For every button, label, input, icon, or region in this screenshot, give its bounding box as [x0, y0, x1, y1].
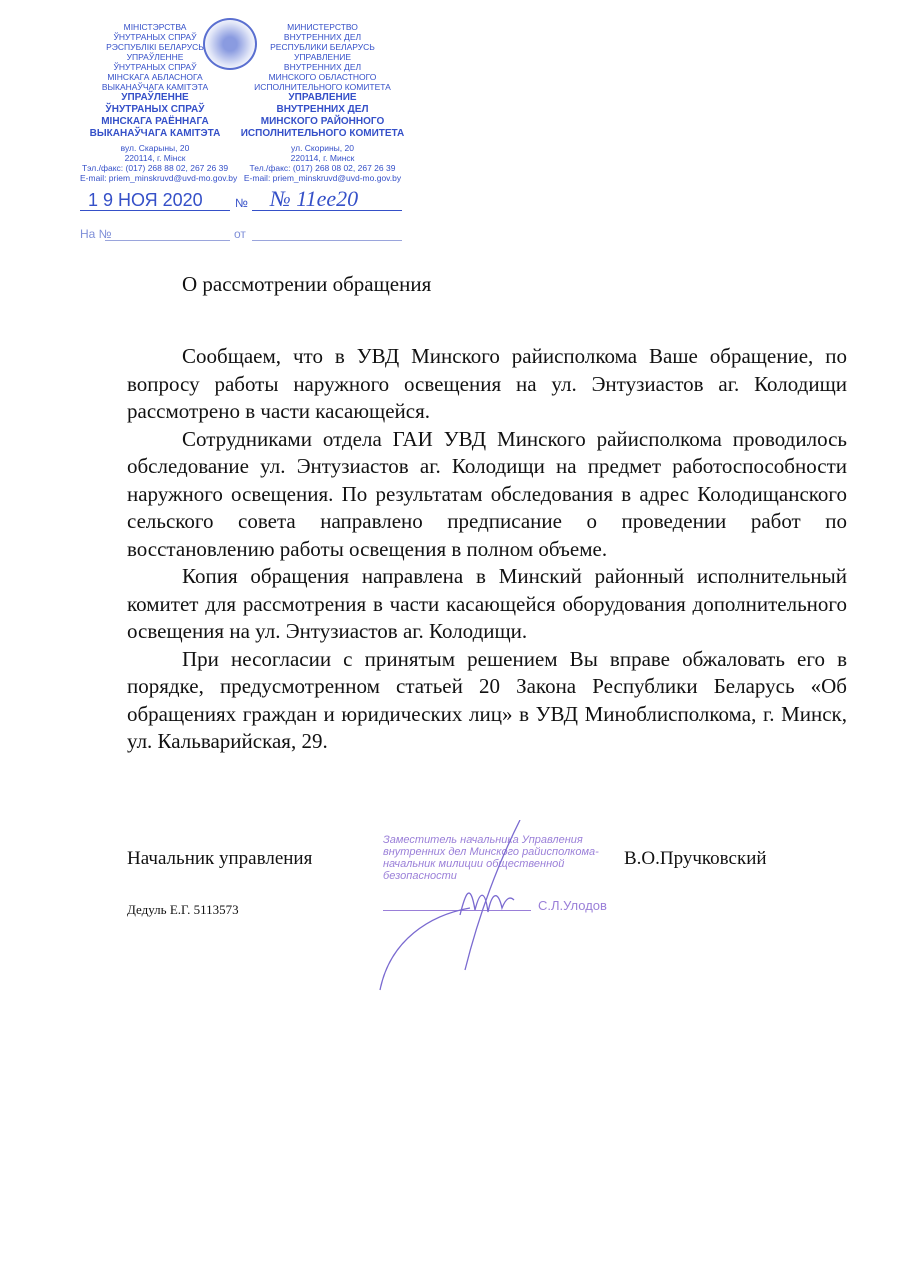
letterhead-email: E-mail: priem_minskruvd@uvd-mo.gov.by: [80, 173, 238, 183]
letterhead-line: ВНУТРЕННИХ ДЕЛ: [283, 32, 362, 42]
body-paragraph: Сообщаем, что в УВД Минского райисполкома Ваше обращение, по вопросу работы наружного освещения на ул. Энтузиастов аг. Колодищи рассмотрено в части касающейся.: [127, 344, 847, 423]
signatory-name: В.О.Пручковский: [624, 848, 767, 869]
left-letterhead: [80, 22, 238, 183]
letterhead-email: E-mail: priem_minskruvd@uvd-mo.gov.by: [243, 173, 402, 183]
ref-line: [105, 240, 230, 241]
letterhead-line: ВНУТРЕННИХ ДЕЛ: [276, 104, 369, 115]
body-paragraph: Копия обращения направлена в Минский районный исполнительный комитет для рассмотрения в части касающейся оборудования дополнительного освещения на ул. Энтузиастов аг. Колодищи.: [127, 564, 847, 643]
letterhead-line: УПРАВЛЕНИЕ: [288, 92, 357, 103]
letterhead-phone: Тел./факс: (017) 268 08 02, 267 26 39: [249, 163, 396, 173]
letterhead-line: ЎНУТРАНЫХ СПРАЎ: [105, 104, 205, 115]
deputy-stamp-line: безопасности: [383, 870, 457, 882]
letterhead-line: ВНУТРЕННИХ ДЕЛ: [283, 62, 362, 72]
letterhead-address: ул. Скорины, 20: [291, 143, 354, 153]
letterhead-line: УПРАЎЛЕННЕ: [121, 92, 189, 103]
letterhead-line: ИСПОЛНИТЕЛЬНОГО КОМИТЕТА: [254, 82, 391, 92]
deputy-stamp-line: начальник милиции общественной: [383, 858, 565, 870]
ref-label: На №: [80, 227, 112, 241]
body-paragraph: Сотрудниками отдела ГАИ УВД Минского райисполкома проводилось обследование ул. Энтузиастов аг. Колодищи на предмет работоспособности наружного освещения. По результатам обследования в адрес Колодищанского сельского совета направлено предписание о проведении работ по восстановлению работы освещения в полном объеме.: [127, 426, 847, 561]
letterhead-address: 220114, г. Минск: [290, 153, 355, 163]
letterhead-line: МІНСКАГА РАЁННАГА: [101, 116, 209, 127]
letter-subject: О рассмотрении обращения: [182, 272, 432, 296]
letterhead-line: РЕСПУБЛИКИ БЕЛАРУСЬ: [270, 42, 375, 52]
letterhead-line: МИНСКОГО ОБЛАСТНОГО: [268, 72, 377, 82]
handwritten-number: № 11ее20: [270, 186, 359, 211]
date-stamp: 1 9 НОЯ 2020: [88, 190, 203, 210]
letterhead-line: УПРАЎЛЕННЕ: [126, 52, 184, 62]
letterhead-line: ВЫКАНАЎЧАГА КАМІТЭТА: [101, 82, 209, 92]
letterhead-line: МІНІСТЭРСТВА: [123, 22, 187, 32]
letter-body: [127, 343, 847, 756]
deputy-stamp-line: внутренних дел Минского райисполкома-: [383, 846, 599, 858]
handwritten-signature: [370, 820, 570, 1000]
letterhead-address: вул. Скарыны, 20: [120, 143, 190, 153]
letterhead-line: ИСПОЛНИТЕЛЬНОГО КОМИТЕТА: [240, 128, 405, 139]
letterhead-phone: Тэл./факс: (017) 268 88 02, 267 26 39: [81, 163, 229, 173]
from-label: от: [234, 227, 246, 241]
deputy-name: С.Л.Улодов: [538, 898, 607, 913]
deputy-stamp-line: Заместитель начальника Управления: [383, 834, 583, 846]
letterhead-line: УПРАВЛЕНИЕ: [293, 52, 352, 62]
number-label: №: [235, 196, 248, 210]
signatory-position: Начальник управления: [127, 848, 313, 869]
letterhead-line: ВЫКАНАЎЧАГА КАМІТЭТА: [89, 128, 221, 139]
letterhead-address: 220114, г. Мінск: [124, 153, 186, 163]
letterhead-line: МІНСКАГА АБЛАСНОГА: [107, 72, 203, 82]
right-letterhead: [240, 22, 405, 183]
letterhead-line: МИНИСТЕРСТВО: [287, 22, 358, 32]
body-paragraph: При несогласии с принятым решением Вы вправе обжаловать его в порядке, предусмотренном статьей 20 Закона Республики Беларусь «Об обращениях граждан и юридических лиц» в УВД Миноблисполкома, г. Минск, ул. Кальварийская, 29.: [127, 646, 847, 753]
from-line: [252, 240, 402, 241]
letterhead-line: МИНСКОГО РАЙОННОГО: [260, 116, 385, 127]
letterhead-line: ЎНУТРАНЫХ СПРАЎ: [113, 62, 197, 72]
letterhead-line: РЭСПУБЛІКІ БЕЛАРУСЬ: [106, 42, 204, 52]
letterhead-line: ЎНУТРАНЫХ СПРАЎ: [113, 32, 197, 42]
date-line: [80, 210, 230, 211]
executor-info: Дедуль Е.Г. 5113573: [127, 902, 239, 917]
